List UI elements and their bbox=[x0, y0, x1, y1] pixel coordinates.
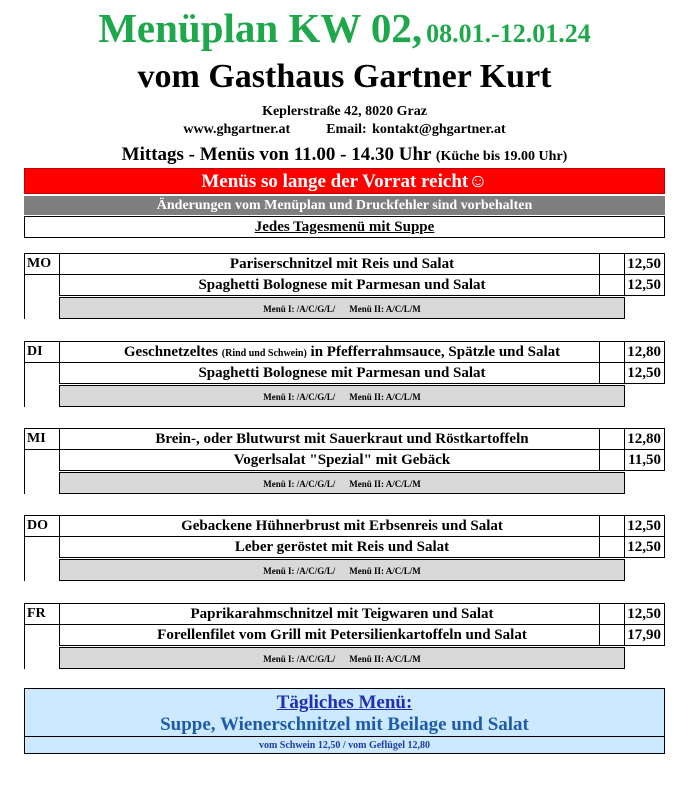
hours-text: Mittags - Menüs von 11.00 - 14.30 Uhr bbox=[121, 144, 432, 165]
dish-2: Forellenfilet vom Grill mit Petersilienkartoffeln und Salat bbox=[59, 624, 625, 646]
price-1: 12,80 bbox=[599, 428, 665, 450]
dish-1 bbox=[59, 341, 625, 363]
day-label: FR bbox=[24, 603, 60, 625]
day-block-mi bbox=[24, 428, 665, 494]
email-link[interactable]: Email: kontakt@ghgartner.at bbox=[326, 122, 506, 137]
allergen-menu-1: Menü I: /A/C/G/L/ bbox=[263, 654, 336, 664]
dish-1: Brein-, oder Blutwurst mit Sauerkraut und Röstkartoffeln bbox=[59, 428, 625, 450]
day-spacer bbox=[24, 536, 60, 581]
price-2: 12,50 bbox=[599, 362, 665, 384]
allergen-info bbox=[59, 647, 625, 669]
title-main: Menüplan KW 02, bbox=[98, 5, 423, 51]
dish-1: Gebackene Hühnerbrust mit Erbsenreis und Salat bbox=[59, 515, 625, 537]
dish-1-part-b: in Pfefferrahmsauce, Spätzle und Salat bbox=[306, 344, 561, 360]
price-1: 12,50 bbox=[599, 253, 665, 275]
day-label: MO bbox=[24, 253, 60, 275]
daily-menu-box bbox=[24, 688, 665, 754]
website-link[interactable]: www.ghgartner.at bbox=[183, 122, 291, 137]
allergen-menu-1: Menü I: /A/C/G/L/ bbox=[263, 479, 336, 489]
allergen-menu-2: Menü II: A/C/L/M bbox=[349, 654, 421, 664]
daily-menu-dish: Suppe, Wienerschnitzel mit Beilage und Salat bbox=[160, 714, 529, 735]
kitchen-note: (Küche bis 19.00 Uhr) bbox=[435, 149, 568, 164]
dish-1-note: (Rind und Schwein) bbox=[221, 348, 307, 359]
price-2: 12,50 bbox=[599, 274, 665, 296]
daily-menu-prices: vom Schwein 12,50 / vom Geflügel 12,80 bbox=[24, 736, 665, 755]
price-2: 11,50 bbox=[599, 449, 665, 471]
allergen-menu-1: Menü I: /A/C/G/L/ bbox=[263, 392, 336, 402]
allergen-info bbox=[59, 472, 625, 494]
day-spacer bbox=[24, 362, 60, 407]
allergen-menu-1: Menü I: /A/C/G/L/ bbox=[263, 304, 336, 314]
price-2: 12,50 bbox=[599, 536, 665, 558]
soup-banner bbox=[24, 216, 665, 238]
menu-title bbox=[0, 4, 689, 52]
day-block-do bbox=[24, 515, 665, 581]
contact-line bbox=[0, 122, 689, 138]
dish-1: Pariserschnitzel mit Reis und Salat bbox=[59, 253, 625, 275]
title-dates: 08.01.-12.01.24 bbox=[426, 19, 591, 48]
soup-banner-text: Jedes Tagesmenü mit Suppe bbox=[254, 219, 435, 235]
allergen-menu-2: Menü II: A/C/L/M bbox=[349, 479, 421, 489]
supply-banner: Menüs so lange der Vorrat reicht☺ bbox=[24, 168, 665, 194]
day-spacer bbox=[24, 274, 60, 319]
allergen-menu-2: Menü II: A/C/L/M bbox=[349, 566, 421, 576]
day-block-di bbox=[24, 341, 665, 407]
allergen-info bbox=[59, 559, 625, 581]
day-label: MI bbox=[24, 428, 60, 450]
day-label: DI bbox=[24, 341, 60, 363]
daily-menu-heading: Tägliches Menü: bbox=[276, 692, 413, 713]
dish-2: Spaghetti Bolognese mit Parmesan und Salat bbox=[59, 362, 625, 384]
day-block-fr bbox=[24, 603, 665, 669]
price-1: 12,80 bbox=[599, 341, 665, 363]
price-1: 12,50 bbox=[599, 603, 665, 625]
dish-2: Leber geröstet mit Reis und Salat bbox=[59, 536, 625, 558]
price-2: 17,90 bbox=[599, 624, 665, 646]
allergen-menu-2: Menü II: A/C/L/M bbox=[349, 392, 421, 402]
dish-2: Spaghetti Bolognese mit Parmesan und Salat bbox=[59, 274, 625, 296]
address: Keplerstraße 42, 8020 Graz bbox=[262, 104, 427, 119]
restaurant-name: vom Gasthaus Gartner Kurt bbox=[137, 58, 552, 95]
allergen-info bbox=[59, 385, 625, 407]
day-label: DO bbox=[24, 515, 60, 537]
disclaimer-banner: Änderungen vom Menüplan und Druckfehler sind vorbehalten bbox=[24, 196, 665, 215]
day-spacer bbox=[24, 624, 60, 669]
day-spacer bbox=[24, 449, 60, 494]
dish-2: Vogerlsalat "Spezial" mit Gebäck bbox=[59, 449, 625, 471]
dish-1: Paprikarahmschnitzel mit Teigwaren und Salat bbox=[59, 603, 625, 625]
allergen-info bbox=[59, 297, 625, 319]
opening-hours bbox=[0, 144, 689, 166]
allergen-menu-2: Menü II: A/C/L/M bbox=[349, 304, 421, 314]
day-block-mo bbox=[24, 253, 665, 319]
dish-1-part-a: Geschnetzeltes bbox=[123, 344, 222, 360]
allergen-menu-1: Menü I: /A/C/G/L/ bbox=[263, 566, 336, 576]
price-1: 12,50 bbox=[599, 515, 665, 537]
